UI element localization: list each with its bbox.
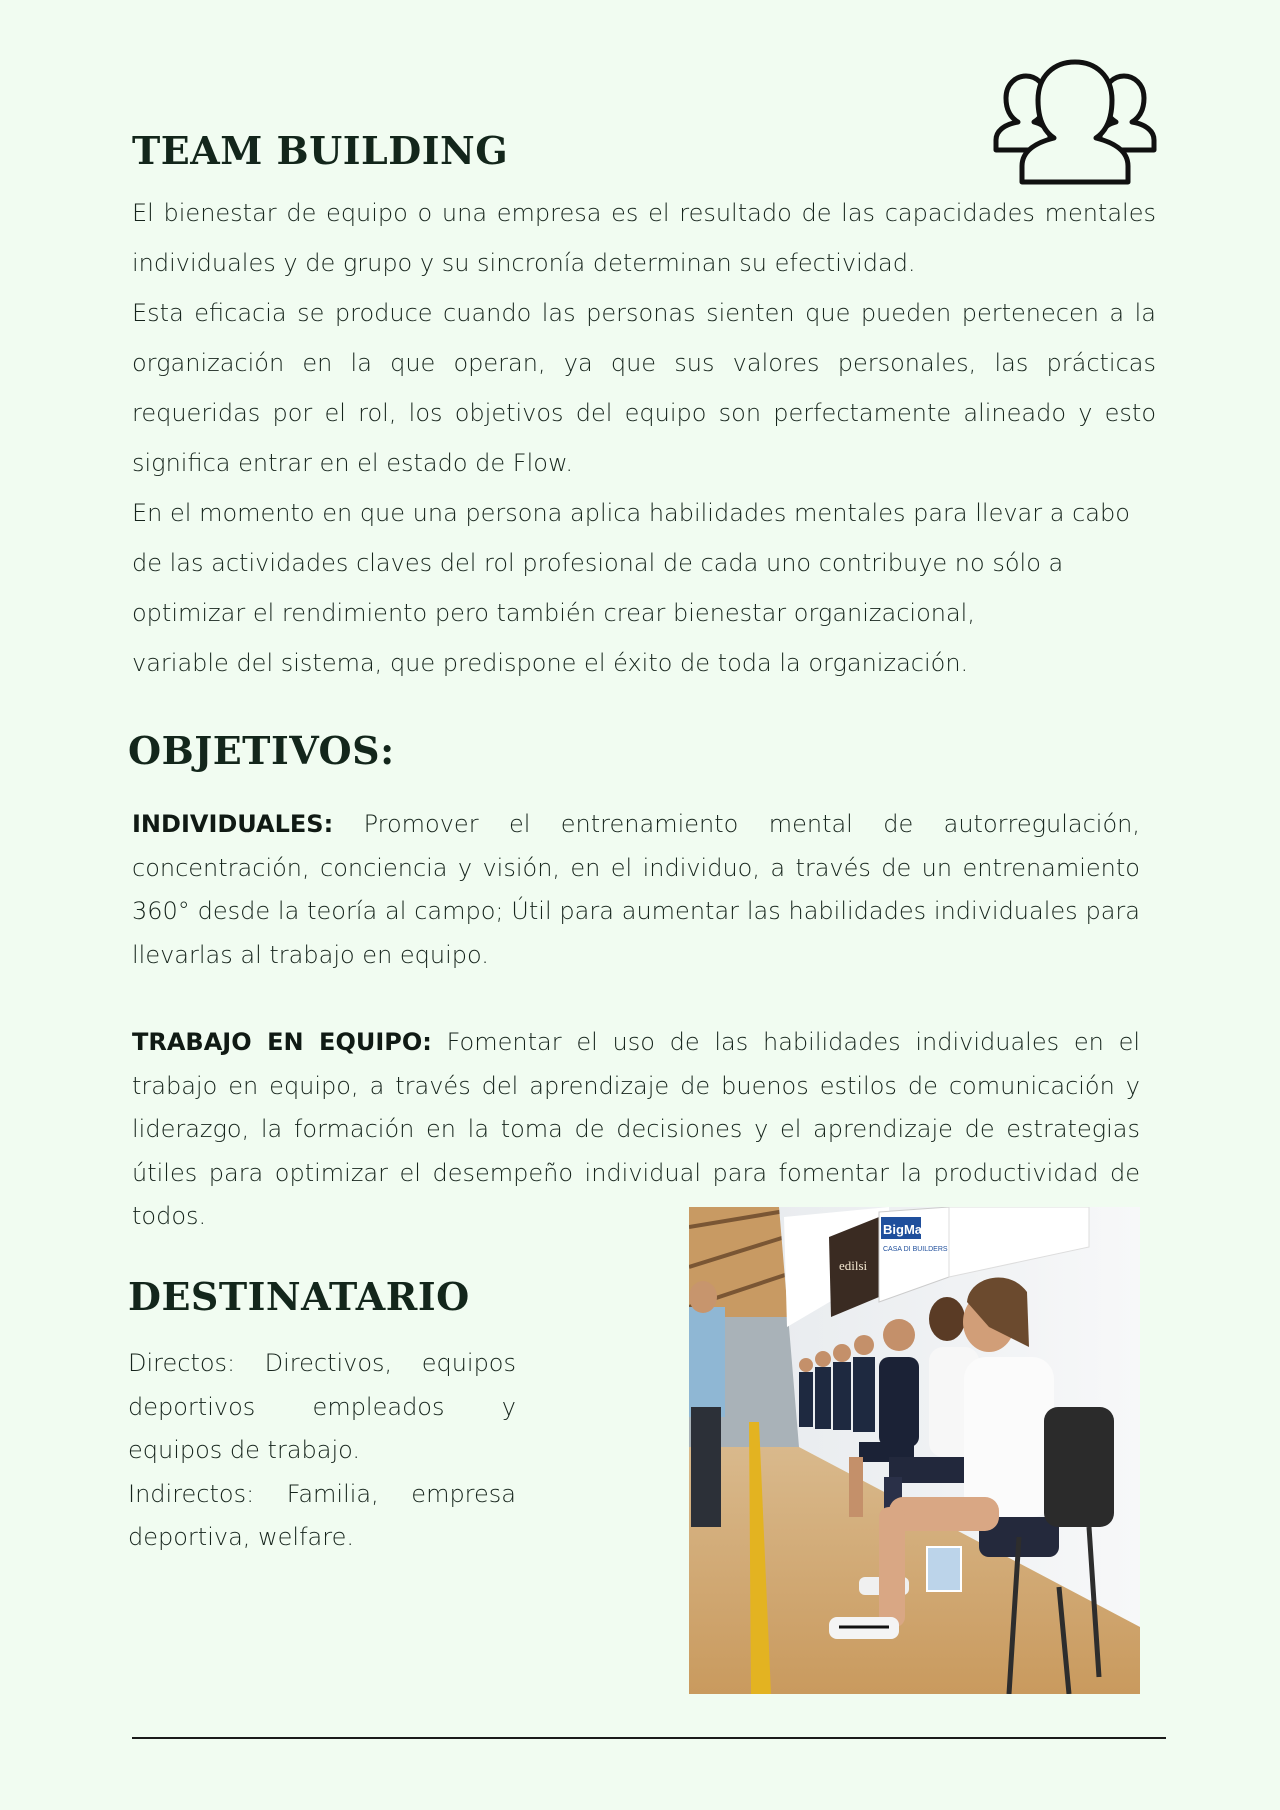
- intro-line: de las actividades claves del rol profesional de cada uno contribuye no sólo a: [132, 549, 1064, 577]
- team-users-icon: [992, 58, 1158, 186]
- destinatario-indirectos: Indirectos: Familia, empresa deportiva, welfare.: [128, 1479, 516, 1551]
- destinatario-body: [128, 1342, 516, 1560]
- individuales-label: INDIVIDUALES:: [132, 810, 334, 838]
- banner-dark: edilsi: [839, 1258, 868, 1273]
- destinatario-title: DESTINATARIO: [128, 1274, 470, 1319]
- team-building-body: [132, 188, 1156, 688]
- basketball-bench-photo: [689, 1207, 1140, 1694]
- intro-line: optimizar el rendimiento pero también crear bienestar organizacional,: [132, 599, 975, 627]
- banner-brand: BigMat: [883, 1222, 927, 1237]
- banner-sub: CASA DI BUILDERS: [883, 1246, 948, 1253]
- objetivo-trabajo-en-equipo: [132, 1021, 1140, 1239]
- intro-line: Esta eficacia se produce cuando las personas sienten que pueden pertenecen a la: [132, 299, 1156, 327]
- intro-line: organización en la que operan, ya que sus valores personales, las prácticas: [132, 349, 1156, 377]
- trabajo-en-equipo-text: Fomentar el uso de las habilidades individuales en el trabajo en equipo, a través del aprendizaje de buenos estilos de comunicación y liderazgo, la formación en la toma de decisiones y el aprendizaje de estrategias útiles para optimizar el desempeño individual para fomentar la productividad de todos.: [132, 1028, 1140, 1230]
- objetivo-individuales: [132, 803, 1140, 977]
- footer-divider: [132, 1737, 1166, 1739]
- intro-line: requeridas por el rol, los objetivos del equipo son perfectamente alineado y esto: [132, 399, 1156, 427]
- intro-line: significa entrar en el estado de Flow.: [132, 449, 573, 477]
- trabajo-en-equipo-label: TRABAJO EN EQUIPO:: [132, 1028, 432, 1056]
- destinatario-directos: Directos: Directivos, equipos deportivos empleados y equipos de trabajo.: [128, 1349, 516, 1464]
- intro-line: individuales y de grupo y su sincronía determinan su efectividad.: [132, 249, 916, 277]
- intro-line: variable del sistema, que predispone el éxito de toda la organización.: [132, 649, 969, 677]
- intro-line: El bienestar de equipo o una empresa es el resultado de las capacidades mentales: [132, 199, 1156, 227]
- intro-line: En el momento en que una persona aplica habilidades mentales para llevar a cabo: [132, 499, 1130, 527]
- individuales-text: Promover el entrenamiento mental de autorregulación, concentración, conciencia y visión, en el individuo, a través de un entrenamiento 360° desde la teoría al campo; Útil para aumentar las habilidades individuales para llevarlas al trabajo en equipo.: [132, 810, 1140, 969]
- objetivos-title: OBJETIVOS:: [128, 728, 395, 773]
- team-building-title: TEAM BUILDING: [132, 128, 509, 173]
